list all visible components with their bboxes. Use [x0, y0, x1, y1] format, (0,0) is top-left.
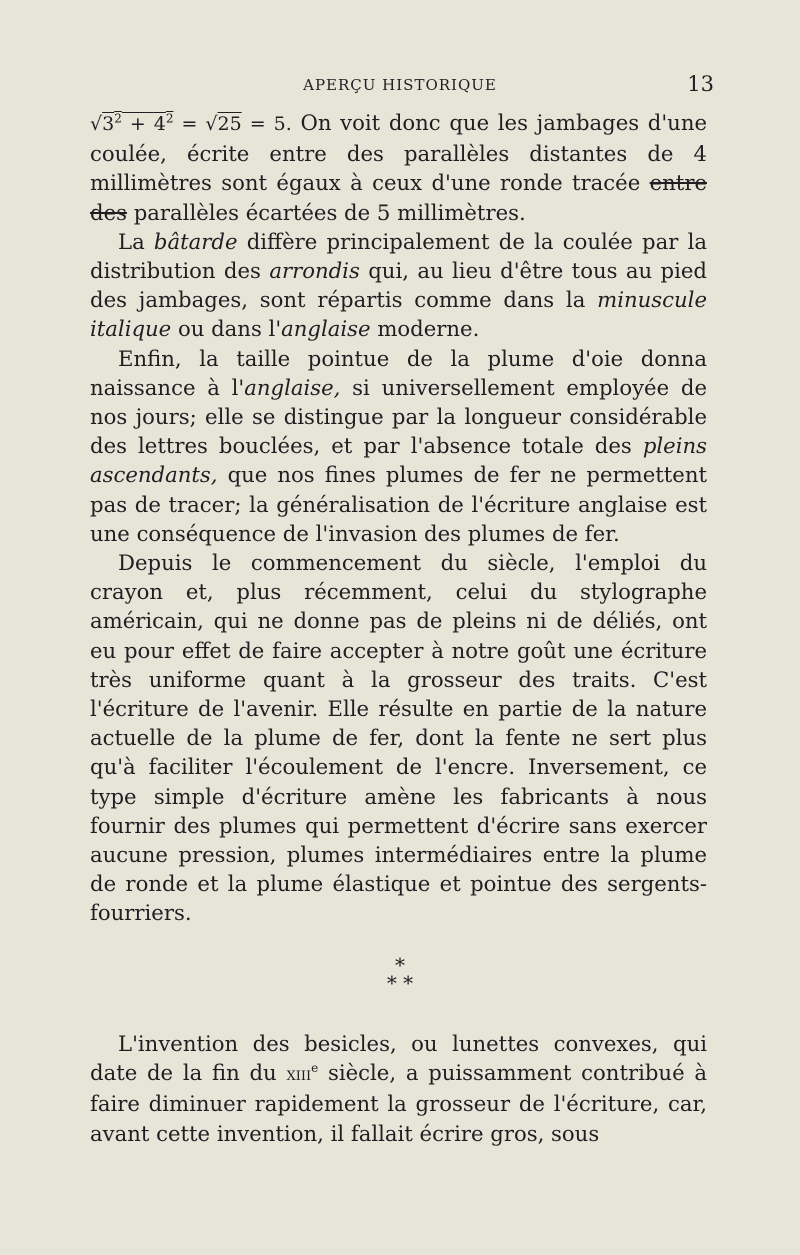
formula-operator: + — [129, 113, 146, 135]
paragraph-text: La — [118, 228, 154, 254]
page-header — [90, 72, 714, 98]
paragraph-text: si universellement employée de nos jours; elle se distingue par la longueur considérable des lettres bouclées, et par l'absence totale des — [90, 374, 707, 459]
struck-text: entre des — [90, 170, 707, 225]
italic-term: anglaise — [281, 316, 371, 342]
formula-term: 4 — [153, 113, 166, 135]
paragraph-text: On voit donc que les jambages d'une coulée, écrite entre des parallèles distantes de 4 millimètres sont égaux à ceux d'une ronde tracée — [90, 110, 708, 196]
body-text — [90, 108, 707, 928]
italic-term: minuscule italique — [90, 287, 707, 342]
italic-term: anglaise, — [244, 374, 341, 400]
paragraph-text: qui, au lieu d'être tous au pied des jambages, sont répartis comme dans la — [90, 258, 707, 313]
paragraph-5 — [90, 1029, 707, 1148]
formula-exponent: 2 — [165, 111, 174, 126]
paragraph-text: moderne. — [370, 316, 480, 342]
section-ornament — [360, 953, 440, 995]
paragraph-text: que nos fines plumes de fer ne permettent pas de tracer; la généralisation de l'écriture anglaise est une conséquence de l'invasion des plumes de fer. — [90, 462, 707, 546]
formula-operator: = — [181, 113, 198, 135]
paragraph-3 — [90, 344, 707, 548]
paragraph-text: siècle, a puissamment contribué à faire diminuer rapidement la grosseur de l'écriture, car, avant cette invention, il fallait écrire gros, sous — [90, 1060, 707, 1146]
paragraph-text: ou dans l' — [171, 316, 282, 342]
formula: $√3^2 + 4^2 = √25 = 5$. — [90, 111, 292, 135]
formula-exponent: 2 — [114, 111, 122, 126]
paragraph-text: parallèles écartées de 5 millimètres. — [126, 199, 526, 225]
paragraph-4: Depuis le commencement du siècle, l'emploi du crayon et, plus récemment, celui du stylographe américain, qui ne donne pas de pleins ni de déliés, ont eu pour effet de faire accepter à notre goût une écriture très uniforme quant à la grosseur des traits. C'est l'écriture de l'avenir. Elle résulte en partie de la nature actuelle de la plume de fer, dont la fente ne sert plus qu'à faciliter l'écoulement de l'encre. Inversement, ce type simple d'écriture amène les fabricants à nous fournir des plumes qui permettent d'écrire sans exercer aucune pression, plumes intermédiaires entre la plume de ronde et la plume élastique et pointue des sergents-fourriers. — [90, 550, 707, 926]
page-number: 13 — [687, 72, 714, 96]
asterism-bottom: * * — [386, 971, 414, 995]
asterism-top: * — [395, 953, 405, 977]
paragraph-text: Enfin, la taille pointue de la plume d'oie donna naissance à l' — [90, 345, 707, 400]
running-title: APERÇU HISTORIQUE — [303, 76, 497, 94]
formula-term: 25 — [217, 113, 242, 135]
paragraph-text: diffère principalement de la coulée par la distribution des — [90, 228, 707, 284]
italic-term: pleins ascendants, — [90, 433, 707, 488]
formula-operator: = — [249, 113, 266, 135]
formula-term: 5. — [273, 113, 292, 135]
paragraph-2 — [90, 227, 707, 344]
century-numeral: xiii — [286, 1063, 312, 1086]
paragraph-text: L'invention des besicles, ou lunettes convexes, qui date de la fin du — [90, 1031, 707, 1086]
ordinal-superscript: e — [311, 1061, 319, 1076]
italic-term: bâtarde — [153, 228, 238, 254]
italic-term: arrondis — [269, 258, 360, 284]
paragraph-1 — [90, 108, 707, 227]
formula-term: 3 — [102, 113, 115, 135]
section-2-text — [90, 1029, 707, 1148]
